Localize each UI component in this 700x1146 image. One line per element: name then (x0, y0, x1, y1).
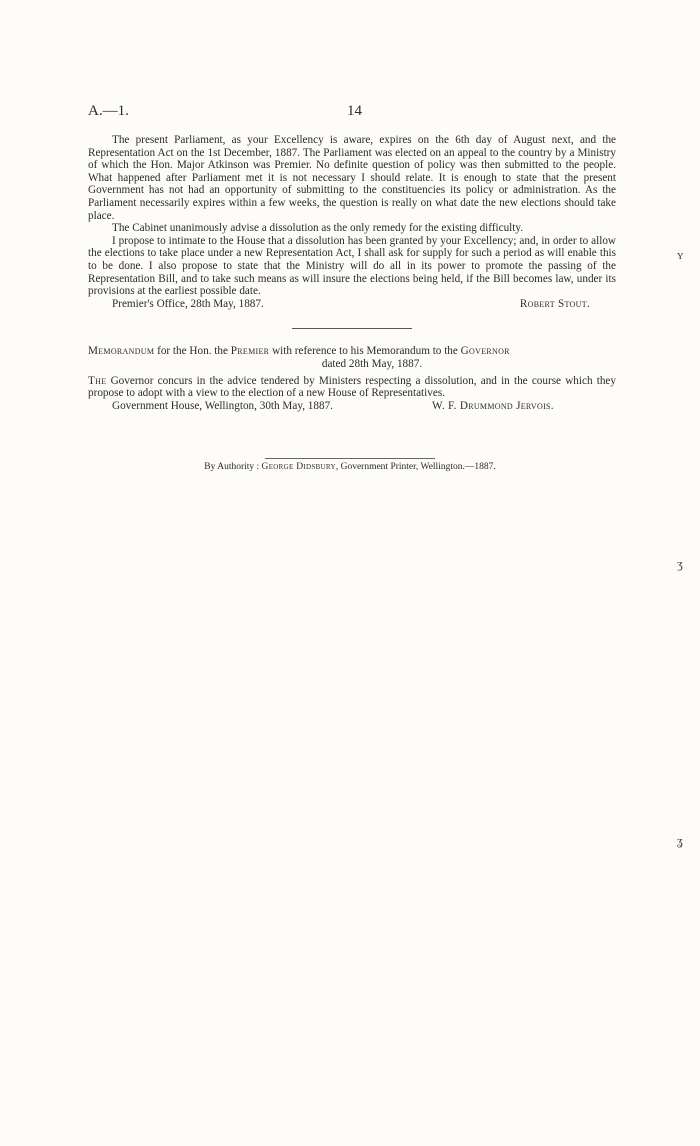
imprint-suffix: , Government Printer, Wellington.—1887. (335, 462, 496, 472)
binding-mark: ʓ (677, 833, 683, 848)
memo-text: for the Hon. the (154, 345, 231, 358)
binding-mark: ʏ (677, 247, 684, 262)
governor-signoff (88, 400, 616, 413)
premier-signoff (88, 298, 616, 311)
imprint-prefix: By Authority : (204, 462, 262, 472)
memo-word: The (88, 374, 107, 387)
memo-signature: W. F. Drummond Jervois. (432, 399, 554, 412)
footer-divider (265, 458, 435, 459)
memo-word: Premier (230, 345, 270, 358)
imprint-printer: George Didsbury (261, 462, 336, 472)
section-divider (292, 328, 412, 329)
memo-text: with reference to his Memorandum to the (269, 345, 461, 358)
paragraph: The present Parliament, as your Excellency is aware, expires on the 6th day of August next, and the Representation Act on the 1st December, 1887. The Parliament was elected on an appeal to the country by a Ministry of which the Hon. Major Atkinson was Premier. No definite question of policy was then submitted to the people. What happened after Parliament met it is not necessary I should relate. It is enough to state that the present Government has not had an opportunity of submitting to the constituencies its policy or administration. As the Parliament necessarily expires within a few weeks, the question is really on what date the new elections should take place. (88, 134, 616, 222)
binding-mark: ʒ (677, 556, 683, 571)
document-body (88, 134, 616, 412)
memorandum-heading (88, 345, 616, 358)
paragraph: The Cabinet unanimously advise a dissolution as the only remedy for the existing difficulty. (112, 222, 524, 235)
page-number: 14 (347, 103, 362, 119)
page-header (88, 103, 616, 123)
memorandum-date: dated 28th May, 1887. (321, 357, 423, 370)
document-reference: A.—1. (88, 103, 129, 119)
signoff-place: Premier's Office, 28th May, 1887. (112, 297, 264, 310)
memo-word: Governor (460, 345, 510, 358)
memo-text: Governor concurs in the advice tendered by Ministers respecting a dissolution, and in the course which they propose to adopt with a view to the election of a new House of Representatives. (88, 374, 616, 400)
memorandum-body (88, 375, 616, 400)
printer-imprint (0, 462, 700, 472)
signoff-name: Robert Stout. (519, 297, 590, 310)
memo-word: Memorandum (88, 345, 155, 358)
memo-place: Government House, Wellington, 30th May, 1887. (112, 399, 333, 412)
paragraph: I propose to intimate to the House that a dissolution has been granted by your Excellency; and, in order to allow the elections to take place under a new Representation Act, I shall ask for supply for such a period as will enable this to be done. I also propose to state that the Ministry will do all in its power to promote the passing of the Representation Bill, and to take such means as will insure the elections being held, if the Bill becomes law, under its provisions at the earliest possible date. (88, 234, 616, 298)
